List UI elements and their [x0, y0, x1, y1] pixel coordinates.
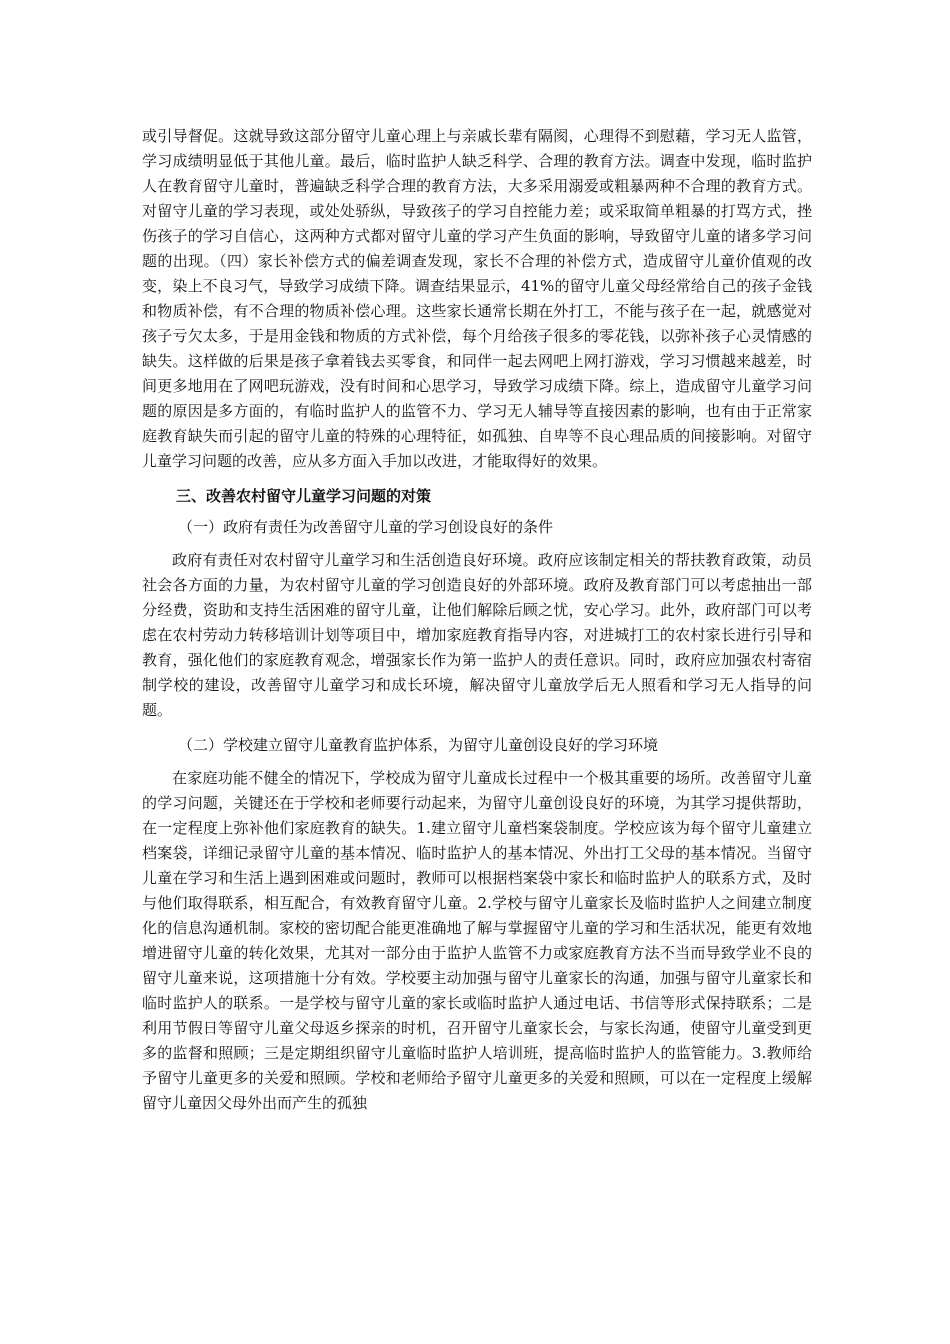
section-heading-3: 三、改善农村留守儿童学习问题的对策	[176, 487, 432, 505]
subsection-heading-2: （二）学校建立留守儿童教育监护体系，为留守儿童创设良好的学习环境	[178, 736, 659, 754]
subsection-heading-1: （一）政府有责任为改善留守儿童的学习创设良好的条件	[178, 518, 554, 536]
paragraph-intro: 或引导督促。这就导致这部分留守儿童心理上与亲戚长辈有隔阂，心理得不到慰藉，学习无人监管，学习成绩明显低于其他儿童。最后，临时监护人缺乏科学、合理的教育方法。调查中发现，临时监护人在教育留守儿童时，普遍缺乏科学合理的教育方法，大多采用溺爱或粗暴两种不合理的教育方式。对留守儿童的学习表现，或处处骄纵，导致孩子的学习自控能力差；或采取简单粗暴的打骂方式，挫伤孩子的学习自信心，这两种方式都对留守儿童的学习产生负面的影响，导致留守儿童的诸多学习问题的出现。（四）家长补偿方式的偏差调查发现，家长不合理的补偿方式，造成留守儿童价值观的改变，染上不良习气，导致学习成绩下降。调查结果显示，41%的留守儿童父母经常给自己的孩子金钱和物质补偿，有不合理的物质补偿心理。这些家长通常长期在外打工，不能与孩子在一起，就感觉对孩子亏欠太多，于是用金钱和物质的方式补偿，每个月给孩子很多的零花钱，以弥补孩子心灵情感的缺失。这样做的后果是孩子拿着钱去买零食，和同伴一起去网吧上网打游戏，学习习惯越来越差，时间更多地用在了网吧玩游戏，没有时间和心思学习，导致学习成绩下降。综上，造成留守儿童学习问题的原因是多方面的，有临时监护人的监管不力、学习无人辅导等直接因素的影响，也有由于正常家庭教育缺失而引起的留守儿童的特殊的心理特征，如孤独、自卑等不良心理品质的间接影响。对留守儿童学习问题的改善，应从多方面入手加以改进，才能取得好的效果。	[142, 127, 812, 470]
document-page	[142, 124, 812, 1116]
paragraph-school: 在家庭功能不健全的情况下，学校成为留守儿童成长过程中一个极其重要的场所。改善留守儿童的学习问题，关键还在于学校和老师要行动起来，为留守儿童创设良好的环境，为其学习提供帮助，在一定程度上弥补他们家庭教育的缺失。1.建立留守儿童档案袋制度。学校应该为每个留守儿童建立档案袋，详细记录留守儿童的基本情况、临时监护人的基本情况、外出打工父母的基本情况。当留守儿童在学习和生活上遇到困难或问题时，教师可以根据档案袋中家长和临时监护人的联系方式，及时与他们取得联系，相互配合，有效教育留守儿童。2.学校与留守儿童家长及临时监护人之间建立制度化的信息沟通机制。家校的密切配合能更准确地了解与掌握留守儿童的学习和生活状况，能更有效地增进留守儿童的转化效果，尤其对一部分由于监护人监管不力或家庭教育方法不当而导致学业不良的留守儿童来说，这项措施十分有效。学校要主动加强与留守儿童家长的沟通，加强与留守儿童家长和临时监护人的联系。一是学校与留守儿童的家长或临时监护人通过电话、书信等形式保持联系；二是利用节假日等留守儿童父母返乡探亲的时机，召开留守儿童家长会，与家长沟通，使留守儿童受到更多的监督和照顾；三是定期组织留守儿童临时监护人培训班，提高临时监护人的监管能力。3.教师给予留守儿童更多的关爱和照顾。学校和老师给予留守儿童更多的关爱和照顾，可以在一定程度上缓解留守儿童因父母外出而产生的孤独	[142, 769, 812, 1112]
paragraph-government: 政府有责任对农村留守儿童学习和生活创造良好环境。政府应该制定相关的帮扶教育政策，动员社会各方面的力量，为农村留守儿童的学习创造良好的外部环境。政府及教育部门可以考虑抽出一部分经费，资助和支持生活困难的留守儿童，让他们解除后顾之忧，安心学习。此外，政府部门可以考虑在农村劳动力转移培训计划等项目中，增加家庭教育指导内容，对进城打工的农村家长进行引导和教育，强化他们的家庭教育观念，增强家长作为第一监护人的责任意识。同时，政府应加强农村寄宿制学校的建设，改善留守儿童学习和成长环境，解决留守儿童放学后无人照看和学习无人指导的问题。	[142, 551, 812, 719]
